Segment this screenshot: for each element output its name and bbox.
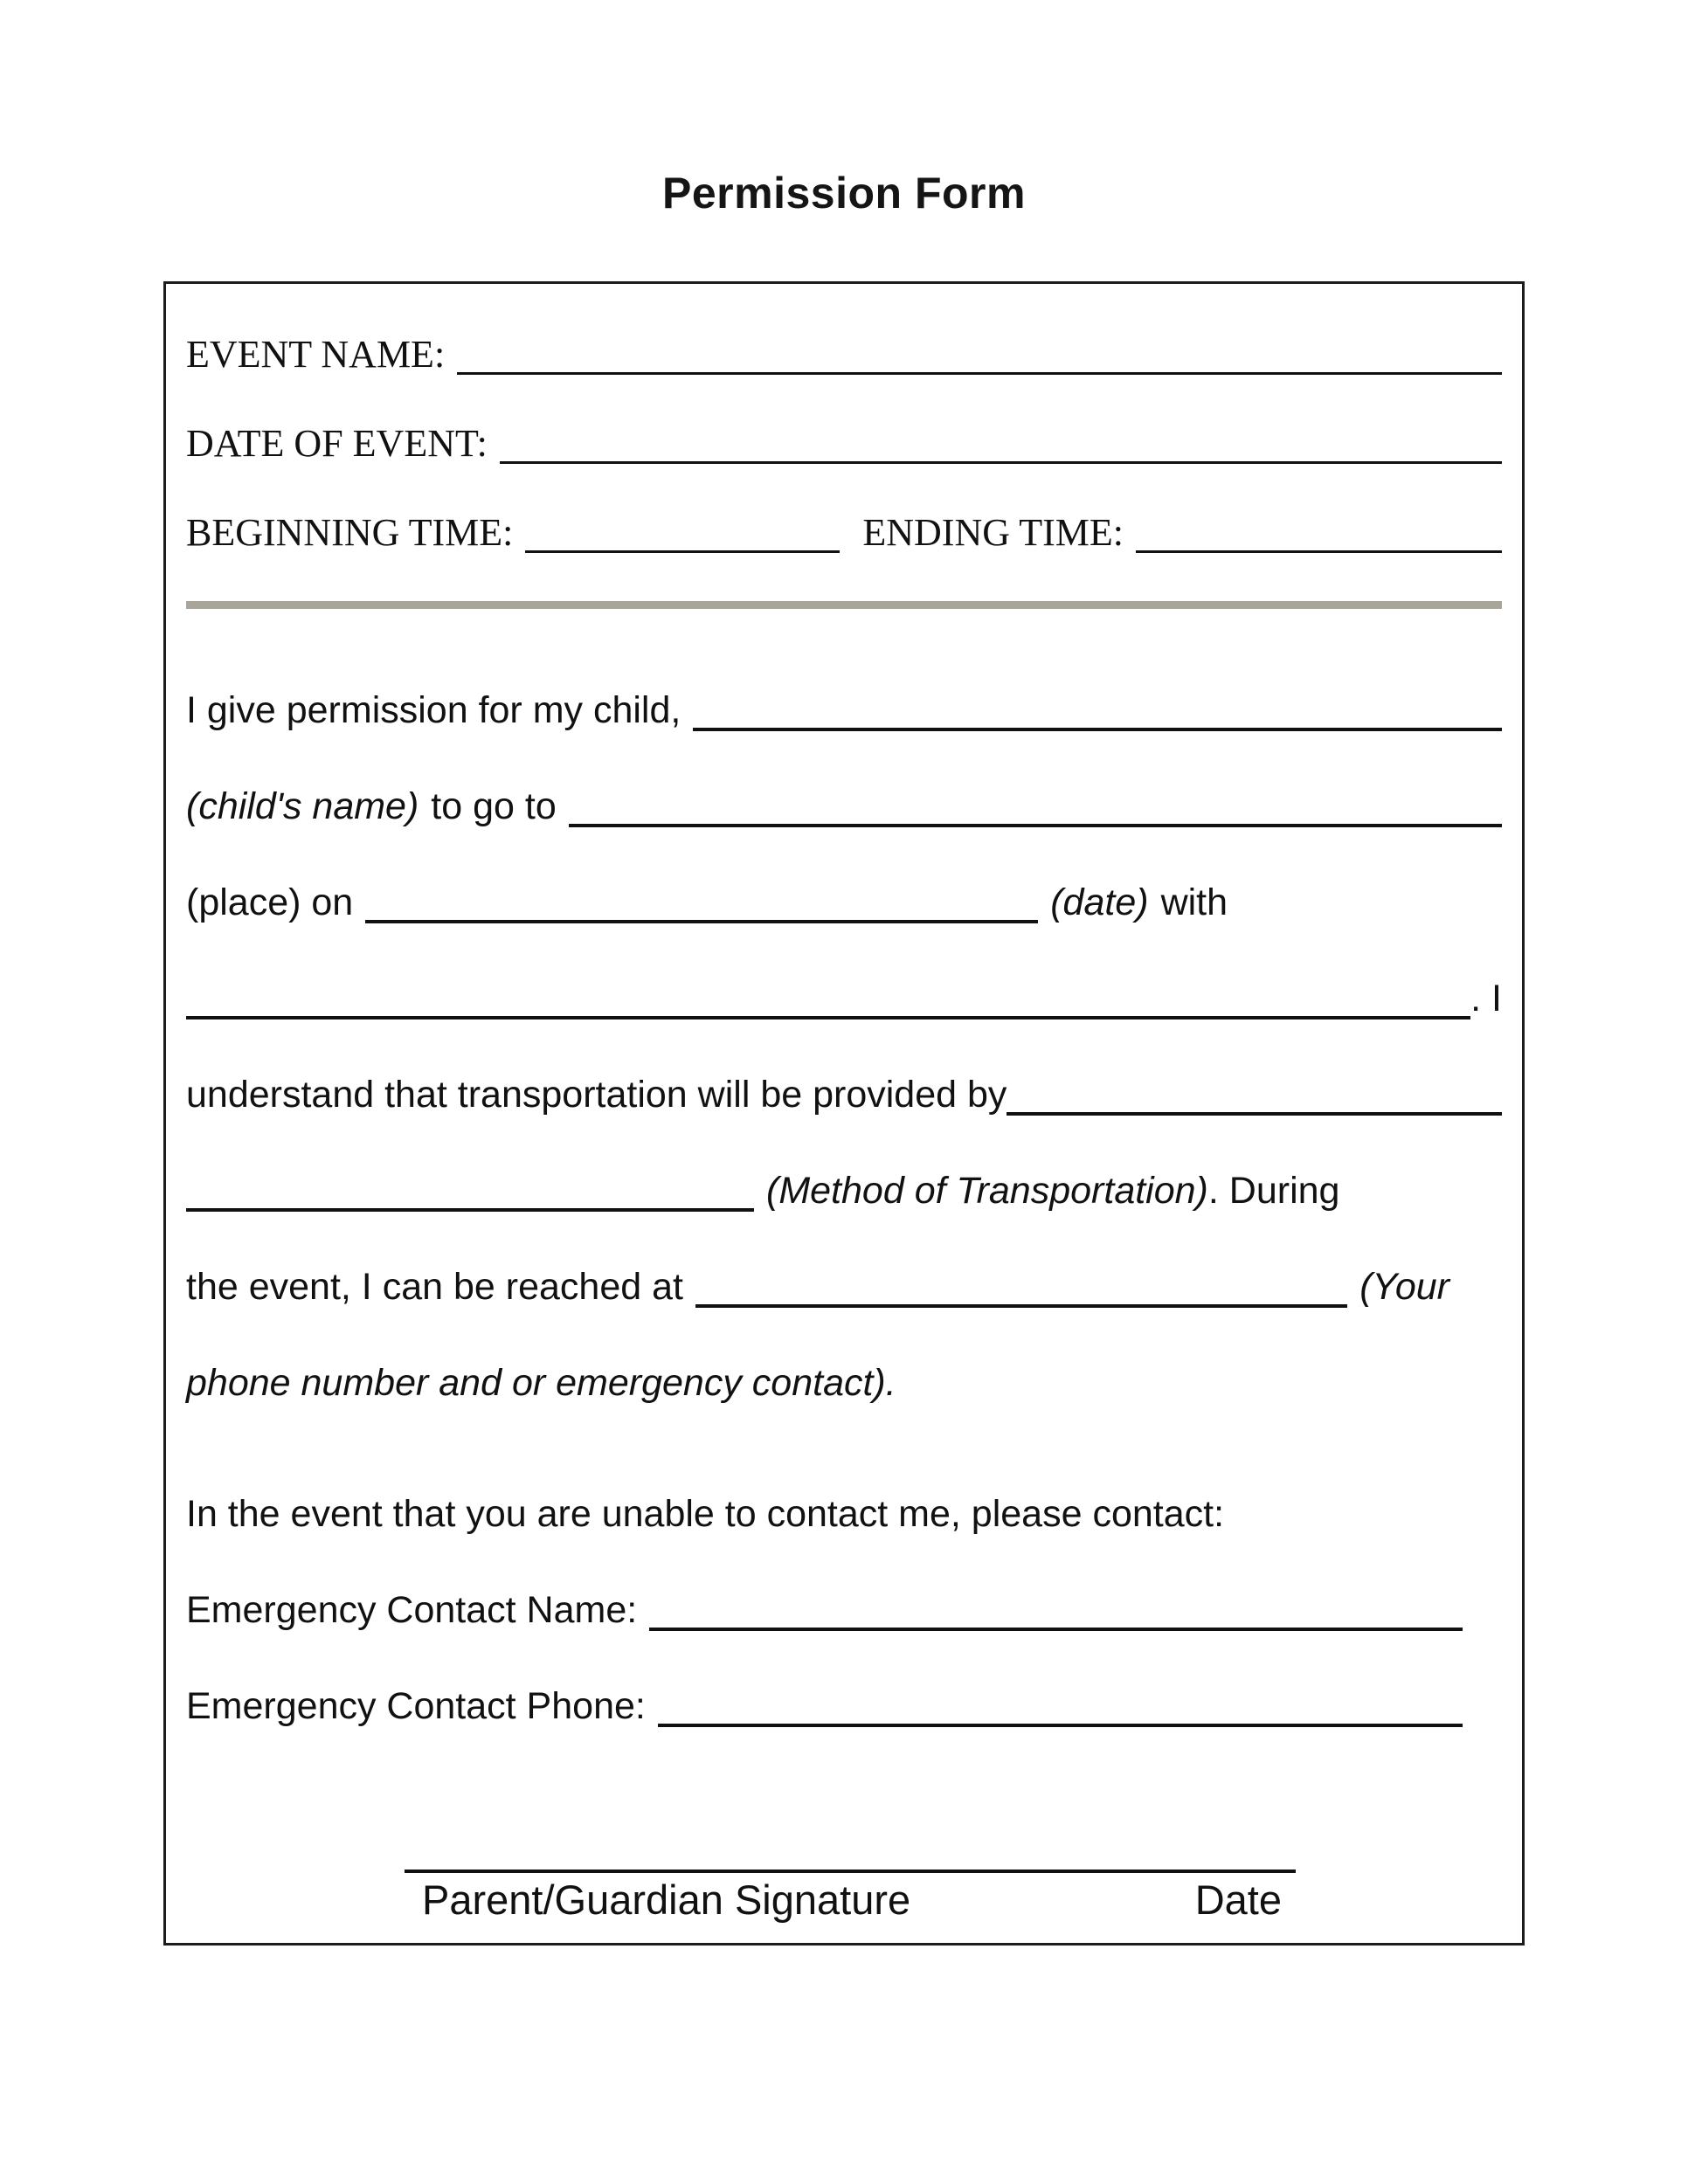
permission-line-4 xyxy=(186,923,1502,1019)
permission-line-5 xyxy=(186,1019,1502,1116)
signature-block xyxy=(405,1870,1296,1929)
beginning-time-blank[interactable] xyxy=(525,536,840,553)
permission-line-4-text: . I xyxy=(1470,977,1502,1019)
permission-line-1 xyxy=(186,635,1502,731)
date-label: Date xyxy=(1194,1876,1282,1923)
with-text: with xyxy=(1160,881,1228,923)
field-row-times xyxy=(186,508,1502,553)
emergency-intro-text: In the event that you are unable to contact me, please contact: xyxy=(186,1492,1225,1535)
contact-phone-blank[interactable] xyxy=(695,1290,1347,1308)
event-name-blank[interactable] xyxy=(457,358,1502,375)
date-of-event-blank[interactable] xyxy=(500,447,1502,464)
emergency-phone-blank[interactable] xyxy=(658,1710,1463,1727)
emergency-name-row xyxy=(186,1535,1502,1631)
permission-line-1-text: I give permission for my child, xyxy=(186,688,681,731)
signature-labels xyxy=(405,1873,1296,1924)
method-of-transportation-hint: (Method of Transportation) xyxy=(766,1169,1208,1212)
permission-line-2 xyxy=(186,731,1502,827)
child-name-blank[interactable] xyxy=(693,714,1502,731)
parent-guardian-signature-label: Parent/Guardian Signature xyxy=(422,1876,911,1923)
permission-line-7 xyxy=(186,1212,1502,1308)
ending-time-blank[interactable] xyxy=(1136,536,1502,553)
permission-line-6 xyxy=(186,1116,1502,1212)
beginning-time-label: BEGINNING TIME: xyxy=(186,510,514,554)
permission-line-5-text: understand that transportation will be provided by xyxy=(186,1073,1007,1116)
section-divider xyxy=(186,601,1502,609)
permission-line-8 xyxy=(186,1308,1502,1404)
your-phone-hint-start: (Your xyxy=(1359,1265,1449,1308)
transport-method-blank[interactable] xyxy=(186,1194,754,1212)
page-title: Permission Form xyxy=(662,169,1026,218)
place-blank[interactable] xyxy=(569,810,1502,827)
place-on-text: (place) on xyxy=(186,881,354,923)
transport-provider-blank[interactable] xyxy=(1007,1098,1502,1116)
date-blank[interactable] xyxy=(365,906,1038,923)
emergency-contact-section xyxy=(186,1439,1502,1727)
permission-line-2-text: to go to xyxy=(431,784,557,827)
permission-line-6-text: . During xyxy=(1207,1169,1340,1212)
your-phone-hint-end: phone number and or emergency contact). xyxy=(186,1361,896,1404)
event-name-label: EVENT NAME: xyxy=(186,332,446,376)
ending-time-label: ENDING TIME: xyxy=(862,510,1124,554)
emergency-name-blank[interactable] xyxy=(649,1614,1463,1631)
childs-name-hint: (child's name) xyxy=(186,784,419,827)
field-row-event-name xyxy=(186,329,1502,375)
date-of-event-label: DATE OF EVENT: xyxy=(186,421,488,465)
permission-line-3 xyxy=(186,827,1502,923)
field-row-date-of-event xyxy=(186,418,1502,464)
emergency-phone-row xyxy=(186,1631,1502,1727)
companion-blank[interactable] xyxy=(186,1002,1470,1019)
emergency-phone-label: Emergency Contact Phone: xyxy=(186,1684,646,1727)
permission-paragraph xyxy=(186,635,1502,1404)
date-hint: (date) xyxy=(1050,881,1149,923)
emergency-name-label: Emergency Contact Name: xyxy=(186,1588,638,1631)
emergency-intro-line xyxy=(186,1439,1502,1535)
permission-line-7-text: the event, I can be reached at xyxy=(186,1265,683,1308)
permission-form-box xyxy=(163,281,1525,1946)
